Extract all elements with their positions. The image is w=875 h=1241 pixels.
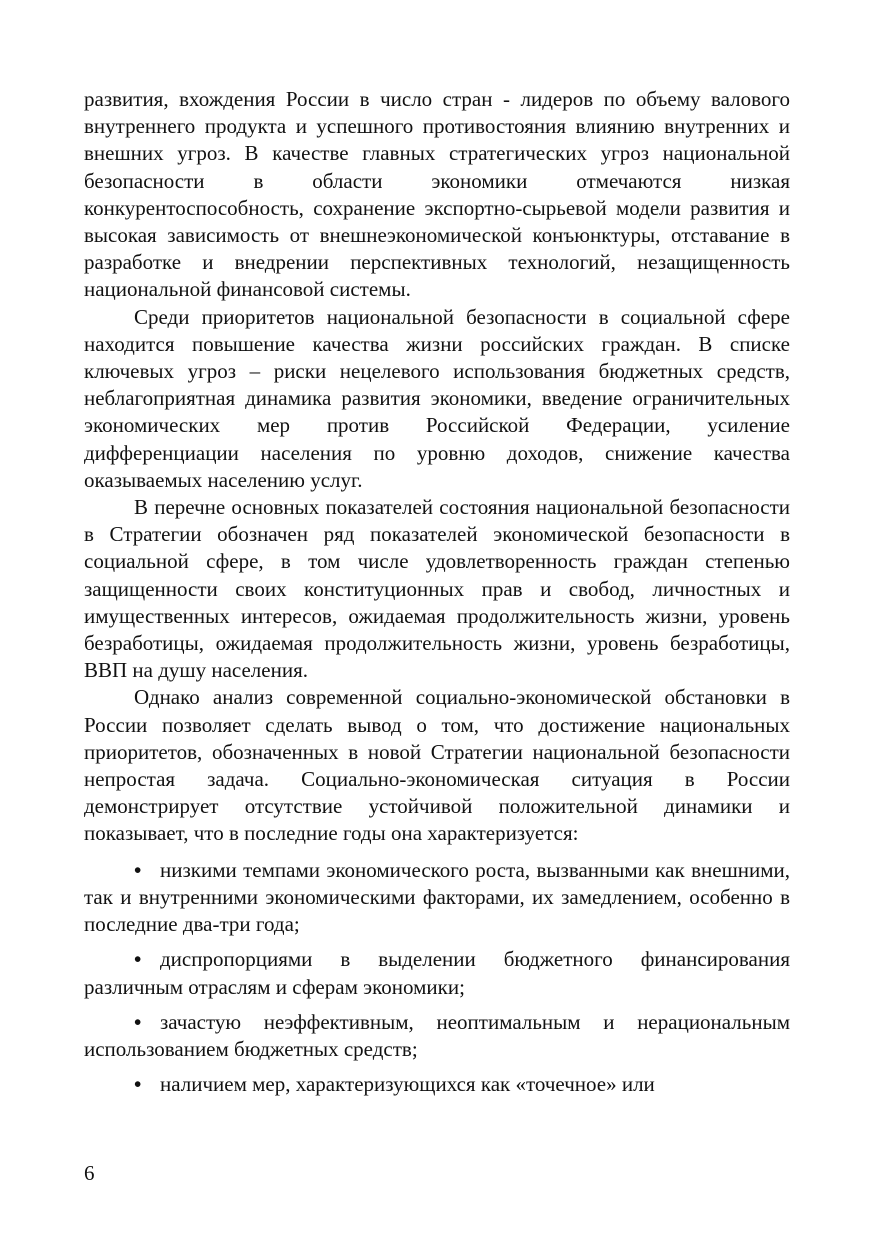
list-item bbox=[84, 1009, 790, 1063]
list-item bbox=[84, 1071, 790, 1098]
paragraph-security-indicators: В перечне основных показателей состояния национальной безопасности в Стратегии обозначен ряд показателей экономической безопасности в социальной сфере, в том числе удовлетворенность граждан степенью защищенности своих конституционных прав и свобод, личностных и имущественных интересов, ожидаемая продолжительность жизни, уровень безработицы, ожидаемая продолжительность жизни, уровень безработицы, ВВП на душу населения. bbox=[84, 495, 790, 683]
list-item bbox=[84, 857, 790, 939]
paragraph-social-priorities: Среди приоритетов национальной безопасности в социальной сфере находится повышение качества жизни российских граждан. В списке ключевых угроз – риски нецелевого использования бюджетных средств, неблагоприятная динамика развития экономики, введение ограничительных экономических мер против Российской Федерации, усиление дифференциации населения по уровню доходов, снижение качества оказываемых населению услуг. bbox=[84, 304, 790, 492]
page-number: 6 bbox=[84, 1161, 95, 1185]
list-item-text: наличием мер, характеризующихся как «точечное» или bbox=[160, 1072, 655, 1097]
paragraph-continuation: развития, вхождения России в число стран - лидеров по объему валового внутреннего продукта и успешного противостояния влиянию внутренних и внешних угроз. В качестве главных стратегических угроз национальной безопасности в области экономики отмечаются низкая конкурентоспособность, сохранение экспортно-сырьевой модели развития и высокая зависимость от внешнеэкономической конъюнктуры, отставание в разработке и внедрении перспективных технологий, незащищенность национальной финансовой системы. bbox=[84, 87, 790, 302]
list-item-text: зачастую неэффективным, неоптимальным и нерациональным использованием бюджетных средств; bbox=[84, 1009, 790, 1061]
characteristics-list bbox=[84, 857, 790, 1099]
list-item-text: низкими темпами экономического роста, вызванными как внешними, так и внутренними экономическими факторами, их замедлением, особенно в последние два-три года; bbox=[84, 857, 790, 937]
bullet-icon: • bbox=[134, 947, 142, 972]
bullet-icon: • bbox=[134, 857, 142, 882]
bullet-icon: • bbox=[134, 1009, 142, 1034]
bullet-icon: • bbox=[134, 1072, 142, 1097]
body-text bbox=[84, 86, 790, 1106]
paragraph-analysis: Однако анализ современной социально-экономической обстановки в России позволяет сделать вывод о том, что достижение национальных приоритетов, обозначенных в новой Стратегии национальной безопасности непростая задача. Социально-экономическая ситуация в России демонстрирует отсутствие устойчивой положительной динамики и показывает, что в последние годы она характеризуется: bbox=[84, 685, 790, 846]
list-item bbox=[84, 946, 790, 1000]
list-item-text: диспропорциями в выделении бюджетного финансирования различным отраслям и сферам экономики; bbox=[84, 947, 790, 999]
